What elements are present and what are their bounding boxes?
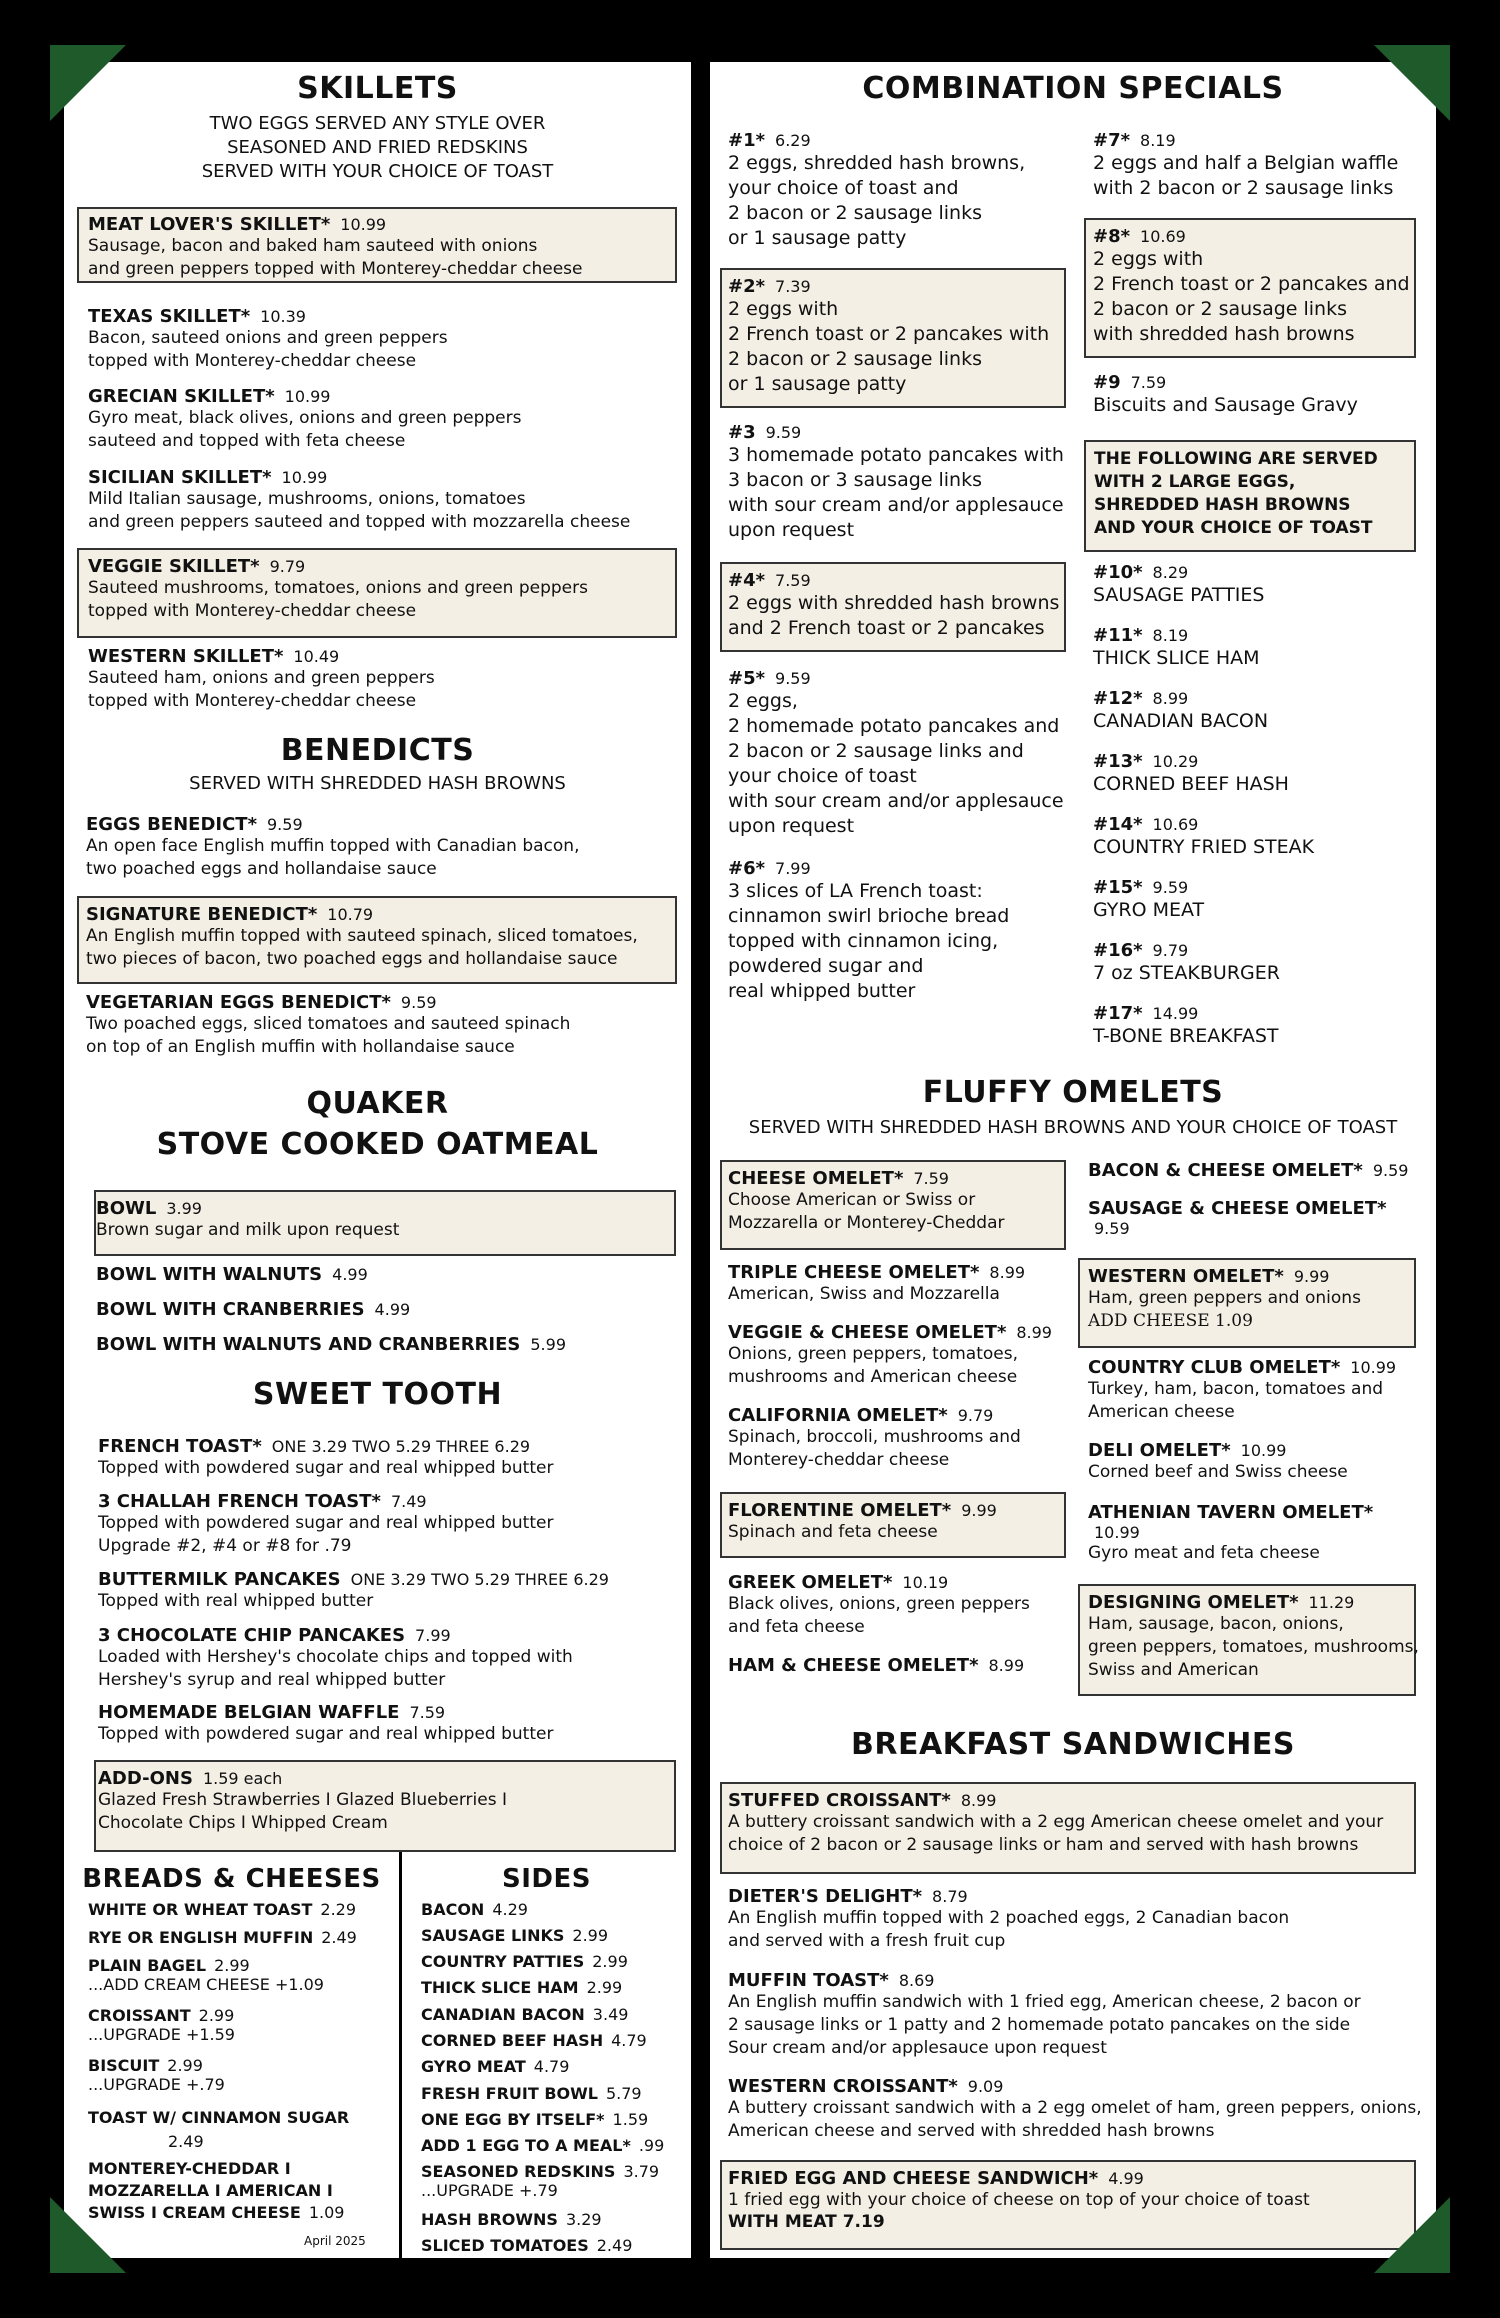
menu-item-croissant: CROISSANT 2.99 ...UPGRADE +1.59 — [88, 2006, 235, 2044]
menu-item-dieters-delight: DIETER'S DELIGHT* 8.79 An English muffin topped with 2 poached eggs, 2 Canadian bacon and served with a fresh fruit cup — [728, 1886, 1290, 1951]
menu-item-combo-11: #11* 8.19 THICK SLICE HAM — [1093, 625, 1260, 669]
menu-item-sausage-cheese-omelet: SAUSAGE & CHEESE OMELET* 9.59 — [1088, 1198, 1387, 1238]
menu-item-eggs-benedict: EGGS BENEDICT* 9.59 An open face English muffin topped with Canadian bacon, two poached eggs and hollandaise sauce — [86, 814, 580, 879]
menu-item-buttermilk-pancakes: BUTTERMILK PANCAKES ONE 3.29 TWO 5.29 THREE 6.29 Topped with real whipped butter — [98, 1569, 609, 1611]
sandwiches-title: BREAKFAST SANDWICHES — [850, 1727, 1296, 1762]
menu-item-combo-6: #6* 7.99 3 slices of LA French toast: cinnamon swirl brioche bread topped with cinnamon icing, powdered sugar and real whipped butter — [728, 858, 1010, 1002]
menu-item-cheeses: MONTEREY-CHEDDAR I MOZZARELLA I AMERICAN I SWISS I CREAM CHEESE 1.09 — [88, 2159, 345, 2222]
skillets-subtitle: TWO EGGS SERVED ANY STYLE OVER SEASONED AND FRIED REDSKINS SERVED WITH YOUR CHOICE OF TOAST — [201, 113, 554, 182]
column-divider — [399, 1852, 402, 2258]
menu-item-fried-egg-cheese-sandwich: FRIED EGG AND CHEESE SANDWICH* 4.99 1 fried egg with your choice of cheese on top of your choice of toast WITH MEAT 7.19 — [728, 2168, 1310, 2232]
menu-item-veggie-skillet: VEGGIE SKILLET* 9.79 Sauteed mushrooms, tomatoes, onions and green peppers topped with Monterey-cheddar cheese — [88, 556, 588, 621]
menu-item-side-gyro-meat: GYRO MEAT 4.79 — [421, 2057, 570, 2076]
menu-item-meat-lovers-skillet: MEAT LOVER'S SKILLET* 10.99 Sausage, bacon and baked ham sauteed with onions and green peppers topped with Monterey-cheddar cheese — [88, 214, 583, 279]
combos-title: COMBINATION SPECIALS — [862, 71, 1284, 106]
benedicts-title: BENEDICTS — [280, 733, 475, 768]
left-menu-panel — [64, 62, 691, 2258]
corner-decoration — [50, 45, 126, 121]
menu-item-combo-1: #1* 6.29 2 eggs, shredded hash browns, your choice of toast and 2 bacon or 2 sausage links or 1 sausage patty — [728, 130, 1026, 249]
corner-decoration — [50, 2197, 126, 2273]
menu-item-combo-7: #7* 8.19 2 eggs and half a Belgian waffle with 2 bacon or 2 sausage links — [1093, 130, 1399, 199]
menu-item-combo-2: #2* 7.39 2 eggs with 2 French toast or 2 pancakes with 2 bacon or 2 sausage links or 1 sausage patty — [728, 276, 1050, 395]
menu-item-california-omelet: CALIFORNIA OMELET* 9.79 Spinach, broccoli, mushrooms and Monterey-cheddar cheese — [728, 1405, 1021, 1470]
menu-item-side-add-egg: ADD 1 EGG TO A MEAL* .99 — [421, 2136, 665, 2155]
omelets-subtitle: SERVED WITH SHREDDED HASH BROWNS AND YOUR CHOICE OF TOAST — [748, 1117, 1398, 1138]
menu-item-add-ons: ADD-ONS 1.59 each Glazed Fresh Strawberries I Glazed Blueberries I Chocolate Chips I Whipped Cream — [98, 1768, 507, 1833]
menu-item-combo-5: #5* 9.59 2 eggs, 2 homemade potato pancakes and 2 bacon or 2 sausage links and your choice of toast with sour cream and/or applesauce upon request — [728, 668, 1064, 837]
menu-item-bowl-walnuts: BOWL WITH WALNUTS 4.99 — [96, 1264, 368, 1285]
sides-title: SIDES — [502, 1864, 591, 1894]
menu-item-combo-4: #4* 7.59 2 eggs with shredded hash browns and 2 French toast or 2 pancakes — [728, 570, 1060, 639]
corner-decoration — [1374, 45, 1450, 121]
skillets-title: SKILLETS — [297, 71, 458, 106]
menu-item-side-bacon: BACON 4.29 — [421, 1900, 528, 1919]
menu-item-combo-9: #9 7.59 Biscuits and Sausage Gravy — [1093, 372, 1358, 416]
menu-item-bowl-cranberries: BOWL WITH CRANBERRIES 4.99 — [96, 1299, 411, 1320]
menu-item-white-wheat-toast: WHITE OR WHEAT TOAST 2.29 — [88, 1900, 357, 1919]
menu-item-athenian-tavern-omelet: ATHENIAN TAVERN OMELET* 10.99 Gyro meat and feta cheese — [1088, 1502, 1374, 1563]
menu-item-side-sliced-tomatoes: SLICED TOMATOES 2.49 — [421, 2236, 633, 2255]
menu-item-french-toast: FRENCH TOAST* ONE 3.29 TWO 5.29 THREE 6.29 Topped with powdered sugar and real whipped butter — [98, 1436, 554, 1478]
menu-item-deli-omelet: DELI OMELET* 10.99 Corned beef and Swiss cheese — [1088, 1440, 1348, 1482]
menu-item-combo-12: #12* 8.99 CANADIAN BACON — [1093, 688, 1269, 732]
menu-item-rye-english-muffin: RYE OR ENGLISH MUFFIN 2.49 — [88, 1928, 357, 1947]
menu-item-ham-cheese-omelet: HAM & CHEESE OMELET* 8.99 — [728, 1655, 1025, 1676]
menu-item-side-corned-beef-hash: CORNED BEEF HASH 4.79 — [421, 2031, 647, 2050]
menu-item-belgian-waffle: HOMEMADE BELGIAN WAFFLE 7.59 Topped with powdered sugar and real whipped butter — [98, 1702, 554, 1744]
menu-item-sicilian-skillet: SICILIAN SKILLET* 10.99 Mild Italian sausage, mushrooms, onions, tomatoes and green peppers sauteed and topped with mozzarella cheese — [88, 467, 631, 532]
combo-served-with-note: THE FOLLOWING ARE SERVED WITH 2 LARGE EGGS, SHREDDED HASH BROWNS AND YOUR CHOICE OF TOAST — [1094, 449, 1378, 538]
menu-item-triple-cheese-omelet: TRIPLE CHEESE OMELET* 8.99 American, Swiss and Mozzarella — [728, 1262, 1026, 1304]
menu-item-country-club-omelet: COUNTRY CLUB OMELET* 10.99 Turkey, ham, bacon, tomatoes and American cheese — [1088, 1357, 1397, 1422]
oatmeal-title-line2: STOVE COOKED OATMEAL — [156, 1127, 599, 1162]
menu-item-designing-omelet: DESIGNING OMELET* 11.29 Ham, sausage, bacon, onions, green peppers, tomatoes, mushrooms, Swiss and American — [1088, 1592, 1419, 1680]
omelets-title: FLUFFY OMELETS — [922, 1075, 1224, 1110]
menu-item-western-skillet: WESTERN SKILLET* 10.49 Sauteed ham, onions and green peppers topped with Monterey-cheddar cheese — [88, 646, 435, 711]
oatmeal-title-line1: QUAKER — [306, 1086, 449, 1121]
menu-item-veggie-cheese-omelet: VEGGIE & CHEESE OMELET* 8.99 Onions, green peppers, tomatoes, mushrooms and American cheese — [728, 1322, 1052, 1387]
benedicts-subtitle: SERVED WITH SHREDDED HASH BROWNS — [189, 773, 566, 794]
menu-item-grecian-skillet: GRECIAN SKILLET* 10.99 Gyro meat, black olives, onions and green peppers sauteed and topped with feta cheese — [88, 386, 522, 451]
menu-item-side-sausage-links: SAUSAGE LINKS 2.99 — [421, 1926, 609, 1945]
menu-item-plain-bagel: PLAIN BAGEL 2.99 ...ADD CREAM CHEESE +1.09 — [88, 1956, 324, 1994]
menu-item-combo-13: #13* 10.29 CORNED BEEF HASH — [1093, 751, 1289, 795]
menu-item-western-omelet: WESTERN OMELET* 9.99 Ham, green peppers and onions ADD CHEESE 1.09 — [1088, 1266, 1361, 1331]
menu-item-biscuit: BISCUIT 2.99 ...UPGRADE +.79 — [88, 2056, 225, 2094]
menu-item-cheese-omelet: CHEESE OMELET* 7.59 Choose American or Swiss or Mozzarella or Monterey-Cheddar — [728, 1168, 1005, 1233]
right-menu-panel — [710, 62, 1436, 2258]
menu-item-side-hash-browns: HASH BROWNS 3.29 — [421, 2210, 602, 2229]
menu-item-side-one-egg: ONE EGG BY ITSELF* 1.59 — [421, 2110, 649, 2129]
menu-item-chocolate-chip-pancakes: 3 CHOCOLATE CHIP PANCAKES 7.99 Loaded with Hershey's chocolate chips and topped with Hershey's syrup and real whipped butter — [98, 1625, 573, 1690]
corner-decoration — [1374, 2197, 1450, 2273]
menu-item-cinnamon-toast: TOAST W/ CINNAMON SUGAR 2.49 — [88, 2108, 350, 2151]
menu-item-oatmeal-bowl: BOWL 3.99 Brown sugar and milk upon request — [96, 1198, 400, 1240]
menu-item-greek-omelet: GREEK OMELET* 10.19 Black olives, onions, green peppers and feta cheese — [728, 1572, 1030, 1637]
menu-item-western-croissant: WESTERN CROISSANT* 9.09 A buttery croissant sandwich with a 2 egg omelet of ham, green peppers, onions, American cheese and served with shredded hash browns — [728, 2076, 1422, 2141]
menu-item-side-fruit-bowl: FRESH FRUIT BOWL 5.79 — [421, 2084, 642, 2103]
menu-item-side-country-patties: COUNTRY PATTIES 2.99 — [421, 1952, 628, 1971]
menu-item-texas-skillet: TEXAS SKILLET* 10.39 Bacon, sauteed onions and green peppers topped with Monterey-cheddar cheese — [88, 306, 448, 371]
menu-item-florentine-omelet: FLORENTINE OMELET* 9.99 Spinach and feta cheese — [728, 1500, 997, 1542]
menu-item-bacon-cheese-omelet: BACON & CHEESE OMELET* 9.59 — [1088, 1160, 1409, 1181]
menu-item-signature-benedict: SIGNATURE BENEDICT* 10.79 An English muffin topped with sauteed spinach, sliced tomatoes, two pieces of bacon, two poached eggs and hollandaise sauce — [86, 904, 638, 969]
menu-item-muffin-toast: MUFFIN TOAST* 8.69 An English muffin sandwich with 1 fried egg, American cheese, 2 bacon or 2 sausage links or 1 patty and 2 homemade potato pancakes on the side Sour cream and/or applesauce upon request — [728, 1970, 1361, 2058]
menu-item-combo-16: #16* 9.79 7 oz STEAKBURGER — [1093, 940, 1280, 984]
menu-item-side-canadian-bacon: CANADIAN BACON 3.49 — [421, 2005, 629, 2024]
menu-item-stuffed-croissant: STUFFED CROISSANT* 8.99 A buttery croissant sandwich with a 2 egg American cheese omelet and your choice of 2 bacon or 2 sausage links or ham and served with hash browns — [728, 1790, 1384, 1855]
menu-item-combo-8: #8* 10.69 2 eggs with 2 French toast or 2 pancakes and 2 bacon or 2 sausage links with shredded hash browns — [1093, 226, 1410, 345]
menu-item-side-thick-slice-ham: THICK SLICE HAM 2.99 — [421, 1978, 623, 1997]
sweet-tooth-title: SWEET TOOTH — [252, 1377, 503, 1412]
menu-item-combo-10: #10* 8.29 SAUSAGE PATTIES — [1093, 562, 1265, 606]
menu-item-side-redskins: SEASONED REDSKINS 3.79 ...UPGRADE +.79 — [421, 2162, 660, 2200]
menu-item-challah-french-toast: 3 CHALLAH FRENCH TOAST* 7.49 Topped with powdered sugar and real whipped butter Upgrade #2, #4 or #8 for .79 — [98, 1491, 554, 1556]
menu-item-combo-17: #17* 14.99 T-BONE BREAKFAST — [1093, 1003, 1279, 1047]
menu-item-bowl-walnuts-cranberries: BOWL WITH WALNUTS AND CRANBERRIES 5.99 — [96, 1334, 566, 1355]
menu-item-combo-3: #3 9.59 3 homemade potato pancakes with 3 bacon or 3 sausage links with sour cream and/or applesauce upon request — [728, 422, 1064, 541]
menu-item-vegetarian-eggs-benedict: VEGETARIAN EGGS BENEDICT* 9.59 Two poached eggs, sliced tomatoes and sauteed spinach on top of an English muffin with hollandaise sauce — [86, 992, 571, 1057]
menu-item-combo-15: #15* 9.59 GYRO MEAT — [1093, 877, 1205, 921]
menu-item-combo-14: #14* 10.69 COUNTRY FRIED STEAK — [1093, 814, 1315, 858]
menu-date: April 2025 — [304, 2234, 366, 2248]
breads-title: BREADS & CHEESES — [82, 1864, 381, 1894]
